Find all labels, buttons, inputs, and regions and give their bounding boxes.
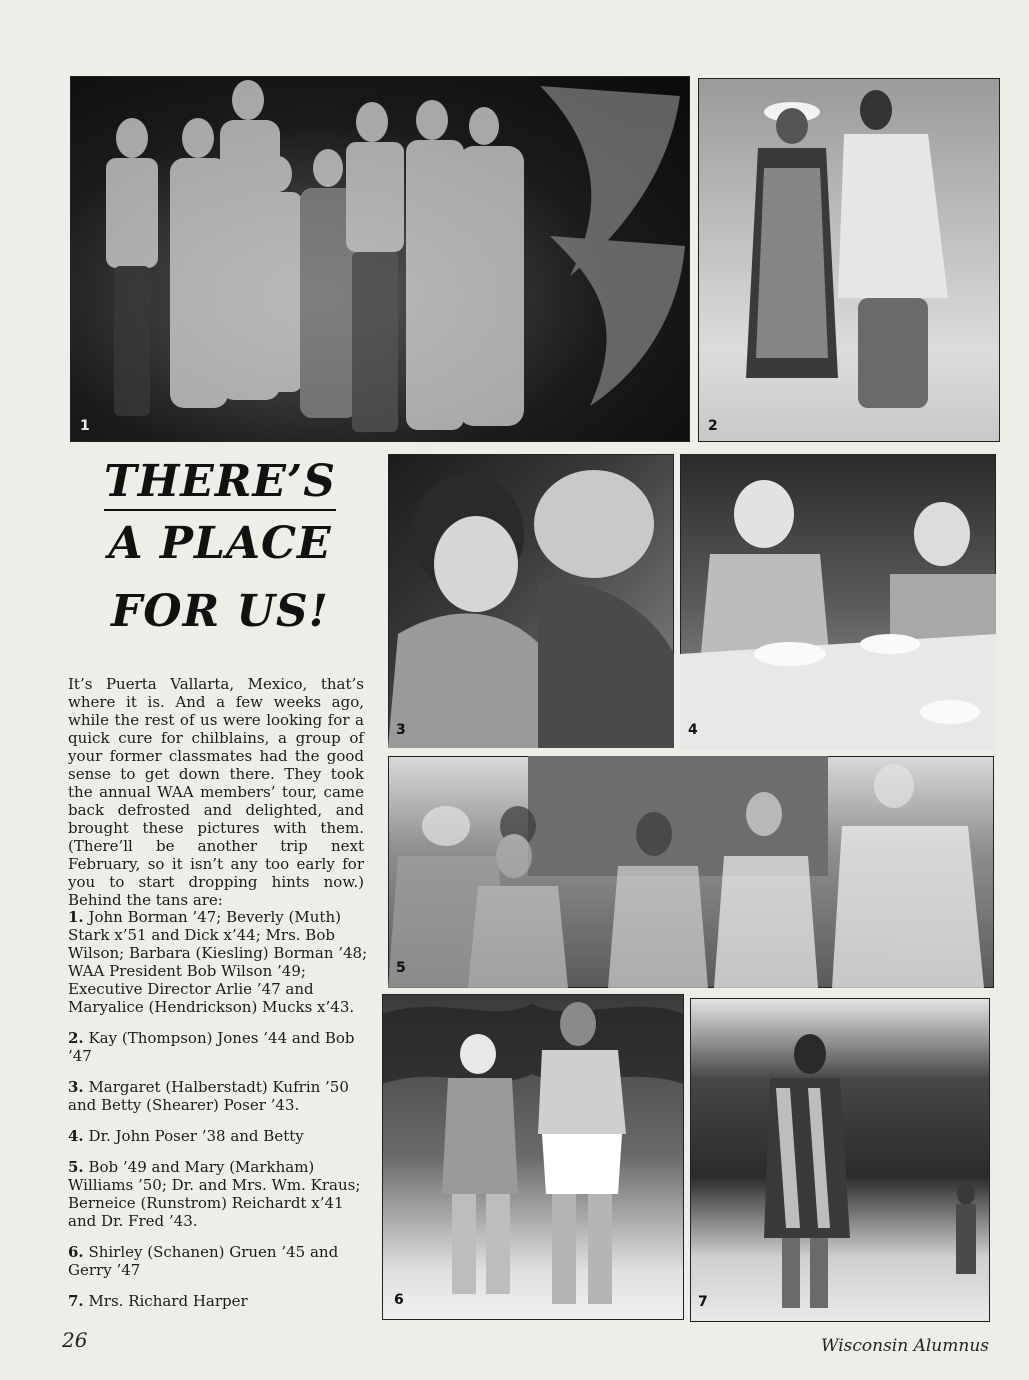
- photo-5-number: 5: [396, 960, 406, 976]
- photo-4-number: 4: [688, 722, 698, 738]
- photo-2-silhouettes: [698, 78, 1000, 442]
- photo-3-silhouettes: [388, 454, 674, 748]
- photo-3-number: 3: [396, 722, 406, 738]
- intro-paragraph: It’s Puerta Vallarta, Mexico, that’s where it is. And a few weeks ago, while the rest of us were looking for a quick cure for chilblains, a group of your former classmates had the good sense to get down there. They took the annual WAA members’ tour, came back defrosted and delighted, and brought these pictures with them. (There’ll be another trip next February, so it isn’t any too early for you to start dropping hints now.) Behind the tans are:: [68, 675, 364, 909]
- caption-6: 6. Shirley (Schanen) Gruen ’45 and Gerry ’47: [68, 1243, 339, 1279]
- photo-7-silhouettes: [690, 998, 990, 1322]
- photo-2-beach-couple: [698, 78, 1000, 442]
- headline-line-2: A PLACE: [108, 518, 332, 569]
- caption-list: [68, 908, 368, 1323]
- magazine-name: Wisconsin Alumnus: [821, 1336, 989, 1356]
- photo-5-silhouettes: [388, 756, 994, 988]
- photo-5-hotel-group: [388, 756, 994, 988]
- photo-2-number: 2: [708, 418, 718, 434]
- photo-7-number: 7: [698, 1294, 708, 1310]
- headline-line-1: THERE’S: [70, 456, 370, 507]
- page-number: 26: [62, 1328, 88, 1352]
- photo-1-number: 1: [80, 418, 90, 434]
- photo-3-laughing-women: [388, 454, 674, 748]
- photo-4-silhouettes: [680, 454, 996, 750]
- caption-4: 4. Dr. John Poser ’38 and Betty: [68, 1127, 304, 1145]
- photo-6-silhouettes: [382, 994, 684, 1320]
- photo-6-palm-beach-couple: [382, 994, 684, 1320]
- photo-4-dining-couple: [680, 454, 996, 750]
- caption-5: 5. Bob ’49 and Mary (Markham) Williams ’50; Dr. and Mrs. Wm. Kraus; Berneice (Runstrom) Reichardt x’41 and Dr. Fred ’43.: [68, 1158, 361, 1230]
- photo-1-silhouettes: [70, 76, 690, 442]
- caption-1: 1. John Borman ’47; Beverly (Muth) Stark x’51 and Dick x’44; Mrs. Bob Wilson; Barbara (Kiesling) Borman ’48; WAA President Bob Wilson ’49; Executive Director Arlie ’47 and Maryalice (Hendrickson) Mucks x’43.: [68, 908, 368, 1016]
- caption-2: 2. Kay (Thompson) Jones ’44 and Bob ’47: [68, 1029, 355, 1065]
- caption-3: 3. Margaret (Halberstadt) Kufrin ’50 and Betty (Shearer) Poser ’43.: [68, 1078, 349, 1114]
- photo-7-cliff-beach-woman: [690, 998, 990, 1322]
- headline-line-3: FOR US!: [111, 586, 329, 637]
- photo-6-number: 6: [394, 1292, 404, 1308]
- photo-1-group-night: [70, 76, 690, 442]
- caption-7: 7. Mrs. Richard Harper: [68, 1292, 248, 1310]
